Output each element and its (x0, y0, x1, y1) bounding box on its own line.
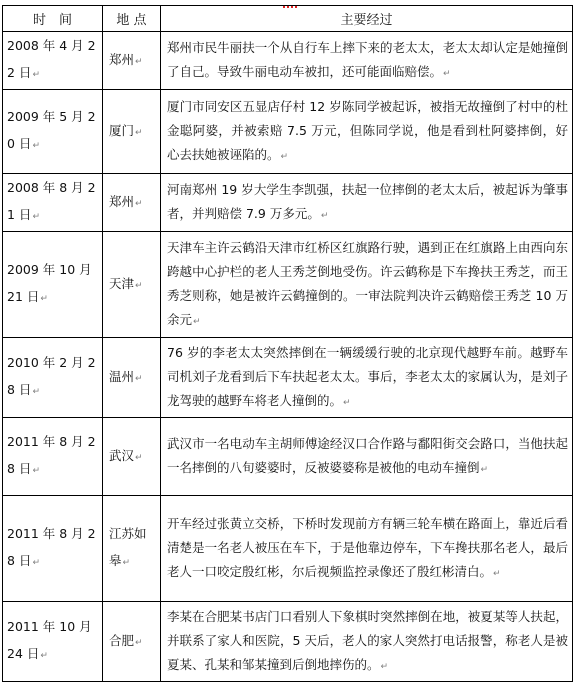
row-detail: 开车经过张黄立交桥，下桥时发现前方有辆三轮车横在路面上，靠近后看清楚是一名老人被压在车下，于是他靠边停车，下车搀扶那名老人，最后老人一口咬定殷红彬，尔后视频监控录像还了殷红彬清白。↵ (161, 496, 573, 602)
row-detail: 郑州市民牛丽扶一个从自行车上摔下来的老太太，老太太却认定是她撞倒了自己。导致牛丽电动车被扣，还可能面临赔偿。↵ (161, 32, 573, 90)
header-time: 时 间 (3, 6, 103, 32)
incident-table (2, 5, 573, 682)
table-row (3, 496, 573, 602)
document-table-container (2, 5, 572, 682)
row-place: 厦门↵ (103, 90, 161, 174)
row-place: 温州↵ (103, 338, 161, 418)
row-detail: 李某在合肥某书店门口看别人下象棋时突然摔倒在地，被夏某等人扶起，并联系了家人和医院，5 天后，老人的家人突然打电话报警，称老人是被夏某、孔某和邹某撞到后倒地摔伤的。↵ (161, 602, 573, 682)
table-row (3, 418, 573, 496)
row-detail: 武汉市一名电动车主胡师傅途经汉口合作路与鄱阳街交会路口，当他扶起一名摔倒的八旬婆婆时，反被婆婆称是被他的电动车撞倒↵ (161, 418, 573, 496)
row-place: 江苏如皋↵ (103, 496, 161, 602)
row-place: 郑州↵ (103, 32, 161, 90)
row-time: 2008 年 8 月 21 日↵ (3, 174, 103, 232)
header-row (3, 6, 573, 32)
table-row (3, 32, 573, 90)
table-row (3, 90, 573, 174)
row-time: 2011 年 8 月 28 日↵ (3, 418, 103, 496)
row-time: 2008 年 4 月 22 日↵ (3, 32, 103, 90)
header-place: 地 点 (103, 6, 161, 32)
row-place: 合肥↵ (103, 602, 161, 682)
row-detail: 厦门市同安区五显店仔村 12 岁陈同学被起诉，被指无故撞倒了村中的杜金聪阿婆，并被索赔 7.5 万元，但陈同学说，他是看到杜阿婆摔倒，好心去扶她被诬陷的。↵ (161, 90, 573, 174)
table-row (3, 232, 573, 338)
spellcheck-mark (283, 3, 297, 8)
table-row (3, 338, 573, 418)
row-time: 2009 年 10 月 21 日↵ (3, 232, 103, 338)
row-time: 2010 年 2 月 28 日↵ (3, 338, 103, 418)
row-detail: 76 岁的李老太太突然摔倒在一辆缓缓行驶的北京现代越野车前。越野车司机刘子龙看到后下车扶起老太太。事后，李老太太的家属认为，是刘子龙驾驶的越野车将老人撞倒的。↵ (161, 338, 573, 418)
row-time: 2011 年 8 月 28 日↵ (3, 496, 103, 602)
row-place: 天津↵ (103, 232, 161, 338)
row-time: 2011 年 10 月 24 日↵ (3, 602, 103, 682)
header-detail: 主要经过 (161, 6, 573, 32)
row-place: 武汉↵ (103, 418, 161, 496)
row-detail: 天津车主许云鹤沿天津市红桥区红旗路行驶，遇到正在红旗路上由西向东跨越中心护栏的老人王秀芝倒地受伤。许云鹤称是下车搀扶王秀芝，而王秀芝则称，她是被许云鹤撞倒的。一审法院判决许云鹤赔偿王秀芝 10 万余元↵ (161, 232, 573, 338)
row-time: 2009 年 5 月 20 日↵ (3, 90, 103, 174)
row-place: 郑州↵ (103, 174, 161, 232)
row-detail: 河南郑州 19 岁大学生李凯强，扶起一位摔倒的老太太后，被起诉为肇事者，并判赔偿 7.9 万多元。↵ (161, 174, 573, 232)
table-row (3, 602, 573, 682)
table-row (3, 174, 573, 232)
